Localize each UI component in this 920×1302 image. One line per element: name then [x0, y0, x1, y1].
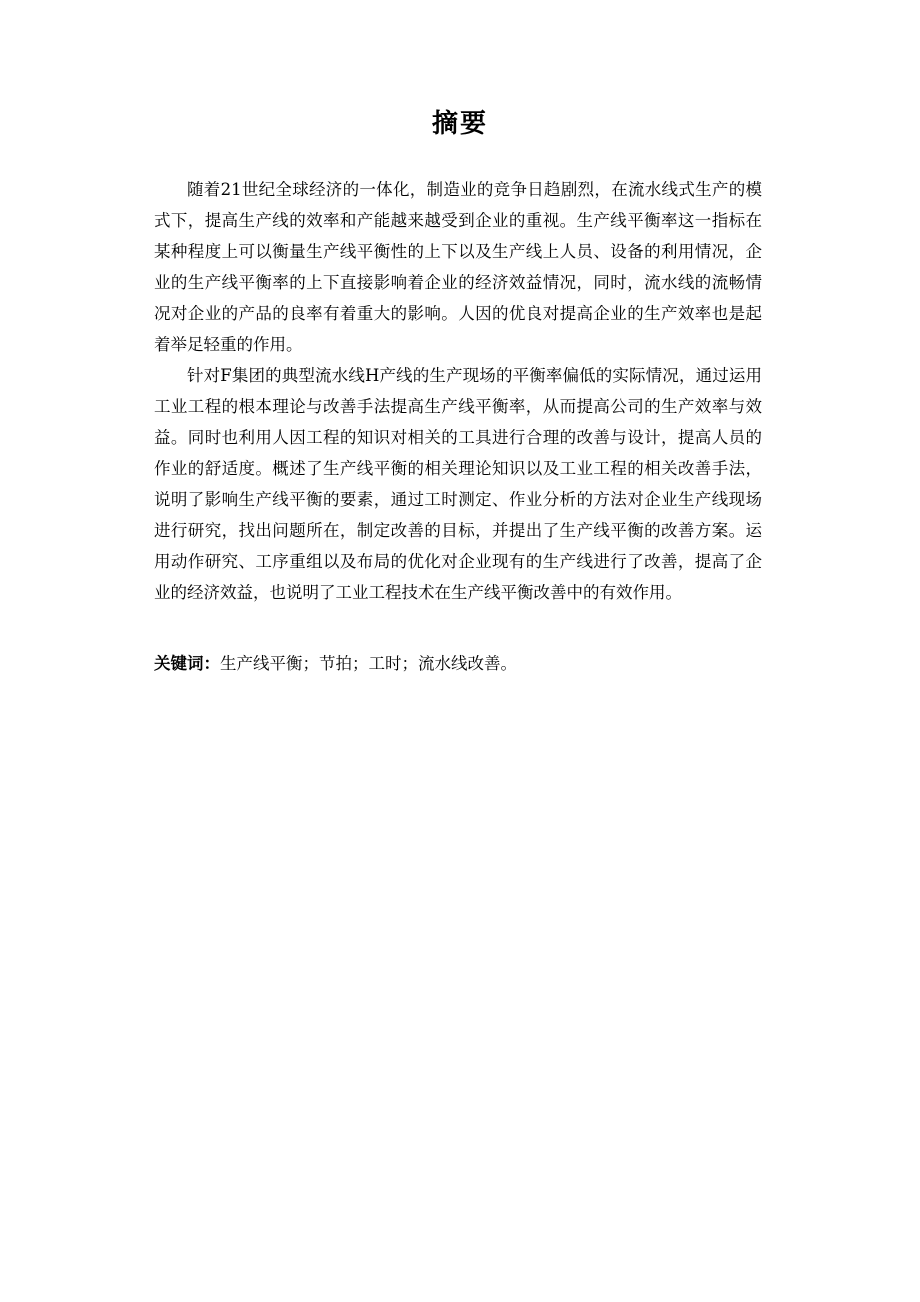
keywords-line: [154, 648, 762, 679]
page-title: 摘要: [431, 109, 488, 139]
abstract-paragraph-2: 针对F集团的典型流水线H产线的生产现场的平衡率偏低的实际情况，通过运用工业工程的根本理论与改善手法提高生产线平衡率，从而提高公司的生产效率与效益。同时也利用人因工程的知识对相关的工具进行合理的改善与设计，提高人员的作业的舒适度。概述了生产线平衡的相关理论知识以及工业工程的相关改善手法，说明了影响生产线平衡的要素，通过工时测定、作业分析的方法对企业生产线现场进行研究，找出问题所在，制定改善的目标，并提出了生产线平衡的改善方案。运用动作研究、工序重组以及布局的优化对企业现有的生产线进行了改善，提高了企业的经济效益，也说明了工业工程技术在生产线平衡改善中的有效作用。: [154, 366, 762, 602]
keywords-text: 生产线平衡；节拍；工时；流水线改善。: [220, 654, 517, 673]
abstract-body: [154, 174, 762, 608]
keywords-label: 关键词：: [154, 654, 220, 673]
abstract-paragraph-1: 随着21世纪全球经济的一体化，制造业的竞争日趋剧烈，在流水线式生产的模式下，提高生产线的效率和产能越来越受到企业的重视。生产线平衡率这一指标在某种程度上可以衡量生产线平衡性的上下以及生产线上人员、设备的利用情况，企业的生产线平衡率的上下直接影响着企业的经济效益情况，同时，流水线的流畅情况对企业的产品的良率有着重大的影响。人因的优良对提高企业的生产效率也是起着举足轻重的作用。: [154, 180, 762, 354]
